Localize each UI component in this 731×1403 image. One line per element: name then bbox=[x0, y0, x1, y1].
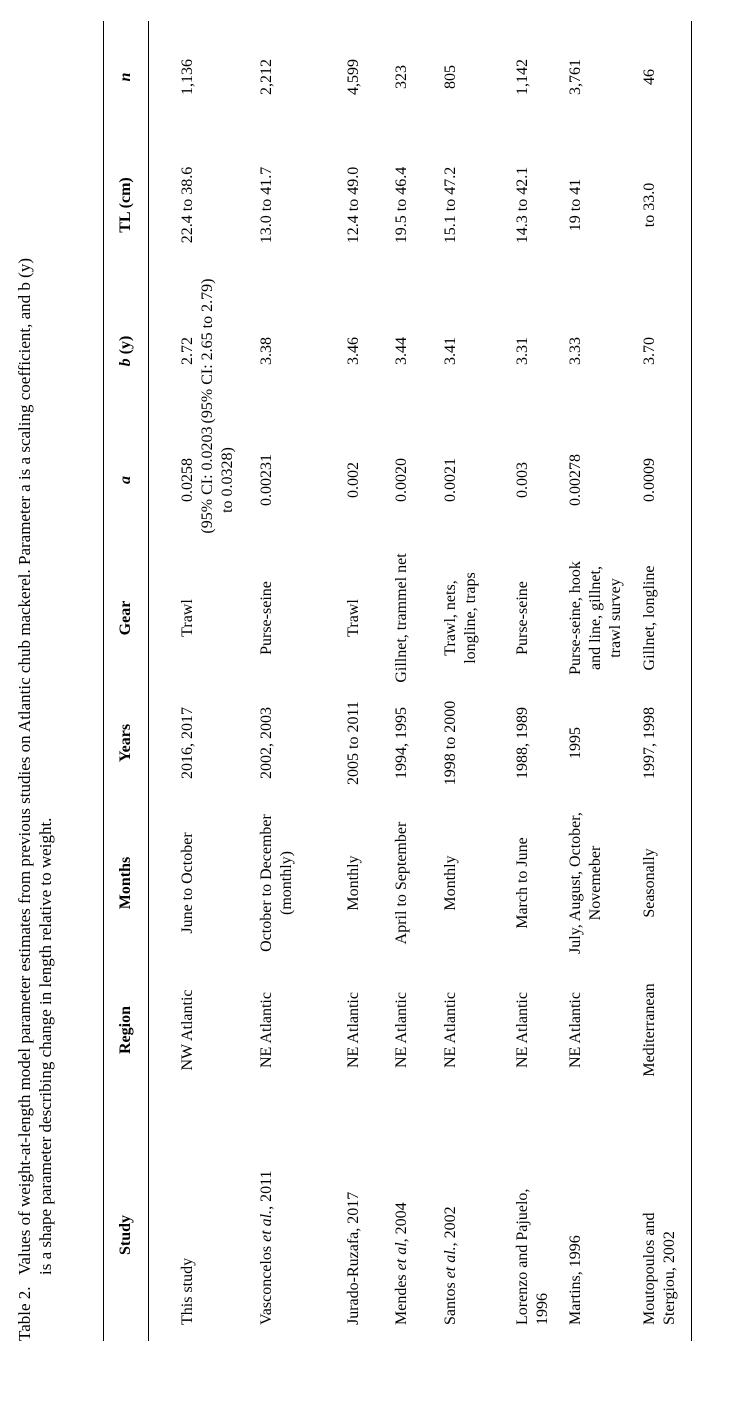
cell-b-5: 3.31 bbox=[514, 337, 531, 365]
cell-n-6: 3,761 bbox=[567, 59, 584, 95]
cell-gear-3: Gillnet, trammel net bbox=[393, 553, 410, 683]
header-b: b (y) bbox=[117, 335, 134, 367]
cell-a-3: 0.0020 bbox=[393, 458, 410, 502]
cell-a-5: 0.003 bbox=[514, 462, 531, 498]
cell-study-5-0: Lorenzo and Pajuelo, bbox=[514, 1188, 531, 1325]
cell-gear-6-2: trawl survey bbox=[607, 578, 624, 658]
cell-years-0: 2016, 2017 bbox=[179, 707, 196, 779]
cell-months-4: Monthly bbox=[442, 855, 459, 911]
header-rule bbox=[148, 21, 149, 1341]
cell-months-1-1: (monthly) bbox=[278, 851, 295, 915]
cell-study-1: Vasconcelos et al., 2011 bbox=[258, 1170, 275, 1325]
cell-study-0: This study bbox=[179, 1257, 196, 1325]
top-rule bbox=[103, 21, 104, 1341]
cell-study-7-0: Moutopoulos and bbox=[641, 1212, 658, 1325]
cell-a-2: 0.002 bbox=[345, 462, 362, 498]
cell-a-1: 0.00231 bbox=[258, 454, 275, 506]
cell-gear-4-0: Trawl, nets, bbox=[442, 580, 459, 656]
cell-tl-2: 12.4 to 49.0 bbox=[345, 166, 362, 244]
cell-n-0: 1,136 bbox=[179, 59, 196, 95]
cell-tl-3: 19.5 to 46.4 bbox=[393, 166, 410, 244]
cell-n-5: 1,142 bbox=[514, 59, 531, 95]
cell-region-6: NE Atlantic bbox=[567, 992, 584, 1068]
header-gear: Gear bbox=[117, 600, 134, 636]
cell-months-3: April to September bbox=[393, 821, 410, 945]
cell-a-7: 0.0009 bbox=[641, 458, 658, 502]
cell-gear-6-0: Purse-seine, hook bbox=[567, 561, 584, 675]
caption-line-1: Values of weight-at-length model parameter estimates from previous studies on Atlantic chub mackerel. Parameter a is a scaling coefficient, and b (y) bbox=[15, 258, 34, 1275]
cell-n-7: 46 bbox=[641, 69, 658, 85]
cell-region-4: NE Atlantic bbox=[442, 992, 459, 1068]
header-n: n bbox=[117, 72, 134, 82]
header-region: Region bbox=[117, 1006, 134, 1054]
cell-gear-2: Trawl bbox=[345, 599, 362, 637]
header-tl: TL (cm) bbox=[117, 177, 134, 233]
cell-n-2: 4,599 bbox=[345, 59, 362, 95]
cell-a-0-0: 0.0258 bbox=[179, 458, 196, 502]
cell-years-7: 1997, 1998 bbox=[641, 707, 658, 779]
cell-tl-6: 19 to 41 bbox=[567, 178, 584, 232]
cell-gear-7: Gillnet, longline bbox=[641, 565, 658, 671]
cell-a-6: 0.00278 bbox=[567, 454, 584, 506]
cell-a-0-1: (95% CI: 0.0203 bbox=[199, 426, 216, 534]
cell-region-0: NW Atlantic bbox=[179, 989, 196, 1071]
cell-gear-5: Purse-seine bbox=[514, 581, 531, 655]
cell-study-7-1: Stergiou, 2002 bbox=[661, 1231, 678, 1325]
cell-region-7: Mediterranean bbox=[641, 983, 658, 1077]
cell-study-5-1: 1996 bbox=[534, 1293, 551, 1325]
cell-region-3: NE Atlantic bbox=[393, 992, 410, 1068]
cell-gear-4-1: longline, traps bbox=[462, 572, 479, 664]
caption-label: Table 2. bbox=[15, 1286, 34, 1341]
cell-years-2: 2005 to 2011 bbox=[345, 701, 362, 785]
header-study: Study bbox=[117, 1214, 134, 1256]
bottom-rule bbox=[691, 21, 692, 1341]
cell-tl-7: to 33.0 bbox=[641, 182, 658, 228]
cell-months-6-1: Novemeber bbox=[587, 845, 604, 921]
cell-years-5: 1988, 1989 bbox=[514, 707, 531, 779]
cell-b-7: 3.70 bbox=[641, 337, 658, 365]
cell-b-0-0: 2.72 bbox=[179, 337, 196, 365]
cell-years-6: 1995 bbox=[567, 727, 584, 759]
cell-years-3: 1994, 1995 bbox=[393, 707, 410, 779]
cell-study-4: Santos et al., 2002 bbox=[442, 1206, 459, 1325]
header-a: a bbox=[117, 476, 134, 484]
cell-months-1-0: October to December bbox=[258, 814, 275, 952]
cell-gear-6-1: and line, gillnet, bbox=[587, 566, 604, 670]
cell-n-4: 805 bbox=[442, 65, 459, 89]
cell-a-4: 0.0021 bbox=[442, 458, 459, 502]
cell-tl-4: 15.1 to 47.2 bbox=[442, 166, 459, 244]
cell-b-0-1: (95% CI: 2.65 to 2.79) bbox=[199, 278, 216, 424]
cell-study-3: Mendes et al, 2004 bbox=[393, 1202, 410, 1325]
cell-months-0: June to October bbox=[179, 832, 196, 934]
cell-b-3: 3.44 bbox=[393, 337, 410, 365]
cell-b-6: 3.33 bbox=[567, 337, 584, 365]
caption-line-2: is a shape parameter describing change in length relative to weight. bbox=[36, 817, 55, 1275]
cell-years-4: 1998 to 2000 bbox=[442, 700, 459, 786]
cell-months-2: Monthly bbox=[345, 855, 362, 911]
cell-months-6-0: July, August, October, bbox=[567, 812, 584, 954]
cell-b-4: 3.41 bbox=[442, 337, 459, 365]
cell-b-2: 3.46 bbox=[345, 337, 362, 365]
cell-tl-0: 22.4 to 38.6 bbox=[179, 166, 196, 244]
cell-gear-1: Purse-seine bbox=[258, 581, 275, 655]
cell-months-5: March to June bbox=[514, 837, 531, 929]
table-caption bbox=[14, 41, 56, 1341]
header-years: Years bbox=[117, 723, 134, 763]
cell-tl-1: 13.0 to 41.7 bbox=[258, 166, 275, 244]
cell-a-0-2: to 0.0328) bbox=[219, 447, 236, 513]
cell-region-1: NE Atlantic bbox=[258, 992, 275, 1068]
cell-n-1: 2,212 bbox=[258, 59, 275, 95]
cell-region-5: NE Atlantic bbox=[514, 992, 531, 1068]
cell-study-2: Jurado-Ruzafa, 2017 bbox=[345, 1191, 362, 1325]
cell-n-3: 323 bbox=[393, 65, 410, 89]
cell-study-6: Martins, 1996 bbox=[567, 1235, 584, 1325]
cell-gear-0: Trawl bbox=[179, 599, 196, 637]
cell-tl-5: 14.3 to 42.1 bbox=[514, 166, 531, 244]
cell-region-2: NE Atlantic bbox=[345, 992, 362, 1068]
cell-years-1: 2002, 2003 bbox=[258, 707, 275, 779]
cell-months-7: Seasonally bbox=[641, 848, 658, 918]
cell-b-1: 3.38 bbox=[258, 337, 275, 365]
header-months: Months bbox=[117, 856, 134, 910]
